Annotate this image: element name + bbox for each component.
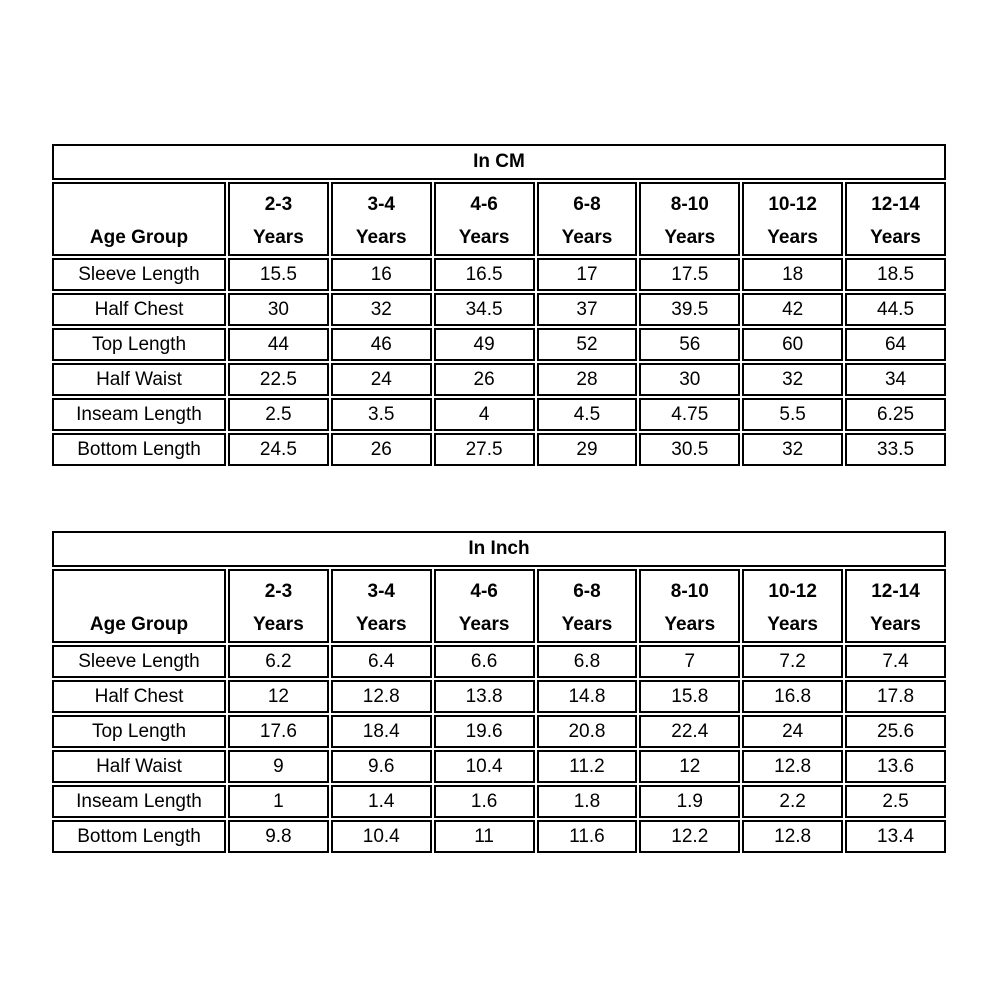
age-unit: Years — [355, 614, 407, 635]
measurement-value: 39.5 — [639, 293, 740, 326]
table-title-row — [52, 144, 946, 180]
measurement-label: Inseam Length — [52, 398, 226, 431]
measurement-value: 18.4 — [331, 715, 432, 748]
measurement-value: 22.5 — [228, 363, 329, 396]
measurement-value: 11.2 — [537, 750, 638, 783]
table-row — [52, 398, 946, 431]
measurement-label: Inseam Length — [52, 785, 226, 818]
measurement-value: 32 — [742, 363, 843, 396]
table-title: In Inch — [52, 531, 946, 567]
measurement-value: 2.2 — [742, 785, 843, 818]
measurement-value: 16.8 — [742, 680, 843, 713]
age-group-header — [639, 182, 740, 256]
measurement-value: 19.6 — [434, 715, 535, 748]
table-row — [52, 328, 946, 361]
measurement-label: Half Waist — [52, 750, 226, 783]
measurement-value: 17.8 — [845, 680, 946, 713]
table-row — [52, 820, 946, 853]
measurement-value: 12.8 — [742, 820, 843, 853]
age-unit: Years — [870, 227, 921, 248]
age-range: 3-4 — [367, 194, 395, 215]
age-range: 12-14 — [871, 194, 920, 215]
measurement-value: 18.5 — [845, 258, 946, 291]
measurement-value: 49 — [434, 328, 535, 361]
table-row — [52, 680, 946, 713]
measurement-value: 1.9 — [639, 785, 740, 818]
age-unit: Years — [253, 227, 304, 248]
measurement-label: Top Length — [52, 328, 226, 361]
age-range: 4-6 — [470, 194, 498, 215]
table-row — [52, 645, 946, 678]
age-group-header — [331, 569, 432, 643]
table-title: In CM — [52, 144, 946, 180]
age-range: 10-12 — [768, 581, 817, 602]
measurement-value: 1.6 — [434, 785, 535, 818]
measurement-label: Bottom Length — [52, 433, 226, 466]
age-unit: Years — [767, 227, 818, 248]
measurement-value: 12.8 — [331, 680, 432, 713]
measurement-value: 44 — [228, 328, 329, 361]
age-group-header — [537, 182, 638, 256]
corner-header-age-group: Age Group — [52, 569, 226, 643]
age-unit: Years — [767, 614, 818, 635]
age-range: 2-3 — [264, 581, 293, 602]
age-unit: Years — [458, 614, 510, 635]
measurement-value: 24.5 — [228, 433, 329, 466]
measurement-value: 27.5 — [434, 433, 535, 466]
measurement-value: 32 — [742, 433, 843, 466]
measurement-value: 7.2 — [742, 645, 843, 678]
table-row — [52, 433, 946, 466]
measurement-value: 24 — [742, 715, 843, 748]
measurement-value: 16.5 — [434, 258, 535, 291]
measurement-value: 5.5 — [742, 398, 843, 431]
table-row — [52, 363, 946, 396]
measurement-value: 29 — [537, 433, 638, 466]
size-table-cm — [50, 142, 948, 468]
table-row — [52, 293, 946, 326]
age-group-header — [537, 569, 638, 643]
measurement-value: 6.4 — [331, 645, 432, 678]
age-range: 10-12 — [768, 194, 817, 215]
age-group-header — [434, 569, 535, 643]
measurement-value: 12.8 — [742, 750, 843, 783]
measurement-value: 42 — [742, 293, 843, 326]
measurement-value: 14.8 — [537, 680, 638, 713]
size-chart-inch — [50, 529, 948, 855]
measurement-value: 37 — [537, 293, 638, 326]
measurement-value: 22.4 — [639, 715, 740, 748]
measurement-value: 32 — [331, 293, 432, 326]
measurement-value: 26 — [434, 363, 535, 396]
measurement-value: 10.4 — [331, 820, 432, 853]
measurement-label: Sleeve Length — [52, 645, 226, 678]
corner-header-age-group: Age Group — [52, 182, 226, 256]
measurement-value: 10.4 — [434, 750, 535, 783]
measurement-label: Sleeve Length — [52, 258, 226, 291]
age-group-header — [742, 569, 843, 643]
age-range: 2-3 — [264, 194, 293, 215]
age-range: 8-10 — [670, 581, 709, 602]
measurement-value: 15.8 — [639, 680, 740, 713]
measurement-value: 9.8 — [228, 820, 329, 853]
table-title-row — [52, 531, 946, 567]
age-range: 6-8 — [573, 194, 601, 215]
measurement-value: 11.6 — [537, 820, 638, 853]
measurement-value: 9 — [228, 750, 329, 783]
measurement-value: 3.5 — [331, 398, 432, 431]
age-unit: Years — [458, 227, 510, 248]
measurement-value: 34 — [845, 363, 946, 396]
measurement-value: 17.6 — [228, 715, 329, 748]
measurement-value: 1.8 — [537, 785, 638, 818]
age-range: 8-10 — [670, 194, 709, 215]
measurement-value: 30 — [228, 293, 329, 326]
measurement-value: 17 — [537, 258, 638, 291]
measurement-value: 16 — [331, 258, 432, 291]
age-group-header — [331, 182, 432, 256]
measurement-value: 2.5 — [228, 398, 329, 431]
table-row — [52, 750, 946, 783]
age-group-header — [228, 569, 329, 643]
measurement-value: 56 — [639, 328, 740, 361]
age-group-header — [742, 182, 843, 256]
measurement-label: Half Waist — [52, 363, 226, 396]
measurement-label: Bottom Length — [52, 820, 226, 853]
measurement-value: 64 — [845, 328, 946, 361]
measurement-value: 4.5 — [537, 398, 638, 431]
measurement-value: 4 — [434, 398, 535, 431]
measurement-label: Half Chest — [52, 293, 226, 326]
table-header-row — [52, 569, 946, 643]
age-unit: Years — [664, 227, 716, 248]
measurement-value: 6.6 — [434, 645, 535, 678]
age-group-header — [845, 182, 946, 256]
age-unit: Years — [870, 614, 921, 635]
table-row — [52, 715, 946, 748]
measurement-value: 9.6 — [331, 750, 432, 783]
measurement-value: 12.2 — [639, 820, 740, 853]
measurement-value: 20.8 — [537, 715, 638, 748]
age-range: 3-4 — [367, 581, 395, 602]
age-unit: Years — [561, 227, 613, 248]
age-range: 4-6 — [470, 581, 498, 602]
measurement-value: 25.6 — [845, 715, 946, 748]
measurement-label: Top Length — [52, 715, 226, 748]
age-group-header — [845, 569, 946, 643]
age-unit: Years — [355, 227, 407, 248]
measurement-value: 52 — [537, 328, 638, 361]
age-group-header — [639, 569, 740, 643]
measurement-value: 1 — [228, 785, 329, 818]
table-header-row — [52, 182, 946, 256]
measurement-label: Half Chest — [52, 680, 226, 713]
measurement-value: 44.5 — [845, 293, 946, 326]
table-row — [52, 785, 946, 818]
measurement-value: 12 — [639, 750, 740, 783]
age-group-header — [434, 182, 535, 256]
measurement-value: 13.6 — [845, 750, 946, 783]
measurement-value: 1.4 — [331, 785, 432, 818]
measurement-value: 7.4 — [845, 645, 946, 678]
measurement-value: 30.5 — [639, 433, 740, 466]
age-group-header — [228, 182, 329, 256]
measurement-value: 26 — [331, 433, 432, 466]
age-range: 6-8 — [573, 581, 601, 602]
measurement-value: 17.5 — [639, 258, 740, 291]
measurement-value: 60 — [742, 328, 843, 361]
measurement-value: 30 — [639, 363, 740, 396]
measurement-value: 4.75 — [639, 398, 740, 431]
age-range: 12-14 — [871, 581, 920, 602]
measurement-value: 2.5 — [845, 785, 946, 818]
measurement-value: 13.8 — [434, 680, 535, 713]
measurement-value: 12 — [228, 680, 329, 713]
size-chart-cm — [50, 142, 948, 468]
measurement-value: 15.5 — [228, 258, 329, 291]
measurement-value: 33.5 — [845, 433, 946, 466]
measurement-value: 6.2 — [228, 645, 329, 678]
age-unit: Years — [664, 614, 716, 635]
measurement-value: 28 — [537, 363, 638, 396]
measurement-value: 6.8 — [537, 645, 638, 678]
measurement-value: 18 — [742, 258, 843, 291]
measurement-value: 34.5 — [434, 293, 535, 326]
measurement-value: 6.25 — [845, 398, 946, 431]
measurement-value: 11 — [434, 820, 535, 853]
age-unit: Years — [561, 614, 613, 635]
table-row — [52, 258, 946, 291]
measurement-value: 7 — [639, 645, 740, 678]
measurement-value: 13.4 — [845, 820, 946, 853]
size-table-inch — [50, 529, 948, 855]
measurement-value: 24 — [331, 363, 432, 396]
measurement-value: 46 — [331, 328, 432, 361]
age-unit: Years — [253, 614, 304, 635]
